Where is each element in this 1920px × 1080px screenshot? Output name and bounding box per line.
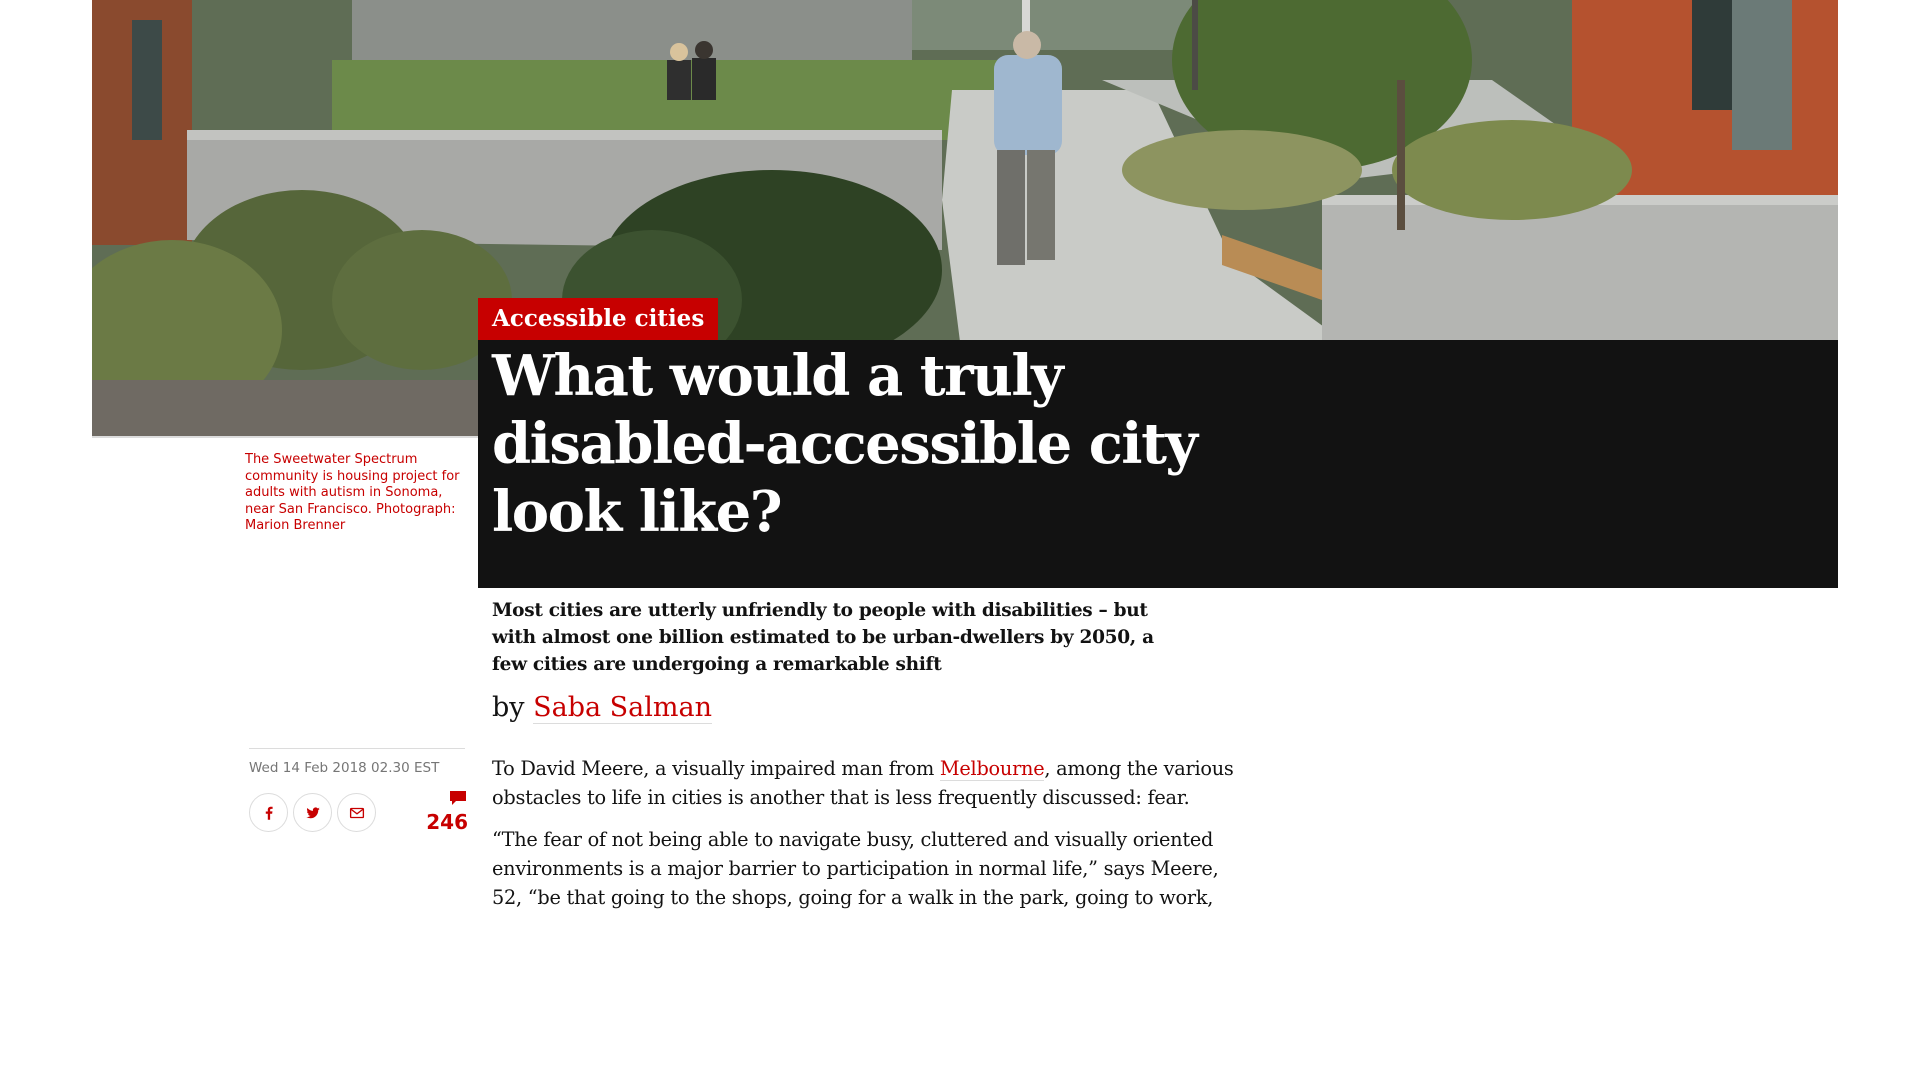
meta-divider [249,748,465,749]
share-buttons [249,793,376,832]
caption-divider [92,436,478,438]
paragraph-text: To David Meere, a visually impaired man from [492,757,940,780]
body-paragraph-1 [492,754,1234,812]
publish-date: Wed 14 Feb 2018 02.30 EST [249,760,440,776]
melbourne-link[interactable]: Melbourne [939,757,1045,780]
article-body [492,754,1234,925]
twitter-icon [304,804,322,822]
byline-prefix: by [492,692,534,723]
section-kicker[interactable]: Accessible cities [478,298,718,340]
comments-link[interactable] [418,790,468,834]
share-facebook-button[interactable] [249,793,288,832]
share-twitter-button[interactable] [293,793,332,832]
comment-bubble-icon [448,790,468,808]
body-paragraph-2: “The fear of not being able to navigate busy, cluttered and visually oriented environments is a major barrier to participation in normal life,” says Meere, 52, “be that going to the shops, going for a walk in the park, going to work, [492,828,1219,909]
article-standfirst: Most cities are utterly unfriendly to people with disabilities – but with almost one billion estimated to be urban-dwellers by 2050, a few cities are undergoing a remarkable shift [492,600,1154,675]
article-headline: What would a truly disabled-accessible city look like? [492,343,1197,545]
headline-container [478,340,1838,588]
paragraph-text: , among the various obstacles to life in cities is another that is less frequently discussed: fear. [492,757,1234,809]
image-caption: The Sweetwater Spectrum community is housing project for adults with autism in Sonoma, near San Francisco. Photograph: Marion Brenner [245,452,460,533]
author-link[interactable]: Saba Salman [533,692,712,723]
facebook-icon [260,804,278,822]
byline [492,689,712,727]
share-email-button[interactable] [337,793,376,832]
email-icon [348,804,366,822]
comment-count: 246 [426,810,468,834]
